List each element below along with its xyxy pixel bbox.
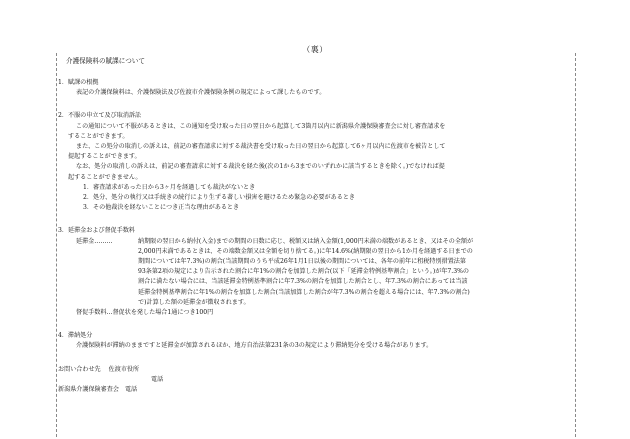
document-body — [58, 78, 572, 395]
text-line: で)計算した額の延滞金が徴収されます。 — [138, 298, 250, 306]
section-text: 表記の介護保険料は、介護保険法及び佐渡市介護保険条例の規定によって課したものです。 — [76, 89, 326, 97]
list-item: 1．審査請求があった日から3ヶ月を経過しても裁決がないとき — [83, 183, 256, 191]
contact-city: 佐渡市役所 — [108, 365, 140, 373]
text-line: 割合に満たない場合には、当該延滞金特例基準割合に年7.3%の割合を加算した割合とし、年7.3%の割合にあっては当該 — [138, 278, 468, 286]
contact-row — [58, 385, 572, 395]
late-fee-block — [58, 237, 572, 308]
section-heading: 2．不服の申立て及び取消訴訟 — [58, 112, 142, 120]
text-line: また、この処分の取消しの訴えは、前記の審査請求に対する裁決書を受け取った日の翌日から起算して6ヶ月以内に佐渡市を被告として — [76, 143, 446, 151]
text-line: 起することができません。 — [68, 173, 142, 181]
text-line: 納期限の翌日から納付(入金)までの期間の日数に応じ、税額又は納入金額(1,000円未満の端数があるとき、又はその全額が — [138, 237, 474, 245]
text-line: 2,000円未満であるときは、その端数金額又は全額を切り捨てる。)に年14.6%(納期限の翌日から1か月を経過する日までの — [138, 247, 473, 255]
text-line: することができます。 — [68, 132, 129, 140]
section-delinquency — [58, 331, 572, 351]
section-heading: 1．賦課の根拠 — [58, 79, 99, 86]
contact-block — [58, 365, 572, 396]
contact-council: 新潟県介護保険審査会 — [58, 386, 119, 394]
section-basis — [58, 78, 572, 98]
late-fee-label: 延滞金……… — [76, 237, 113, 245]
section-appeal — [58, 111, 572, 213]
contact-row — [58, 365, 572, 375]
late-fee-text — [138, 237, 572, 308]
contact-tel: 電話 — [124, 386, 138, 394]
list-item: 3．その他裁決を経ないことにつき正当な理由があるとき — [83, 204, 240, 212]
text-line: 延滞金特例基準割合に年1%の割合を加算した割合(当該加算した割合が年7.3%の割合を超える場合には、年7.3%の割合) — [138, 288, 470, 296]
document-title: 介護保険料の賦課について — [66, 57, 145, 65]
text-line: 期間については年7.3%)の割合(当該期間のうち平成26年1月1日以後の期間については、各年の前年に租税特別措置法第 — [138, 258, 466, 266]
section-heading: 4．滞納処分 — [58, 332, 93, 340]
text-line: なお、処分の取消しの訴えは、前記の審査請求に対する裁決を経た後(次の1から3までのいずれかに該当するときを除く。)でなければ提 — [76, 163, 445, 171]
list-item: 2．処分、処分の執行又は手続きの続行により生ずる著しい損害を避けるため緊急の必要があるとき — [83, 194, 356, 202]
text-line: 93条第2項の規定により告示された割合に年1%の割合を加算した割合(以下「延滞金特例基準割合」という。)が年7.3%の — [138, 268, 469, 276]
section-heading: 3．延滞金および督促手数料 — [58, 227, 136, 235]
text-line: この通知について不服があるときは、この通知を受け取った日の翌日から起算して3箇月以内に新潟県介護保険審査会に対し審査請求を — [76, 122, 446, 130]
text-line: 提起することができます。 — [68, 153, 141, 161]
section-text: 介護保険料が滞納のままですと延滞金が加算されるほか、地方自治法第231条の3の規定により滞納処分を受ける場合があります。 — [76, 342, 433, 350]
back-side-marker: （裏） — [302, 45, 328, 54]
contact-tel: 電話 — [151, 375, 164, 383]
reminder-fee: 督促手数料…督促状を発した場合1通につき100円 — [76, 309, 214, 317]
section-late-fees — [58, 226, 572, 318]
contact-label: お問い合わせ先 — [58, 365, 101, 373]
